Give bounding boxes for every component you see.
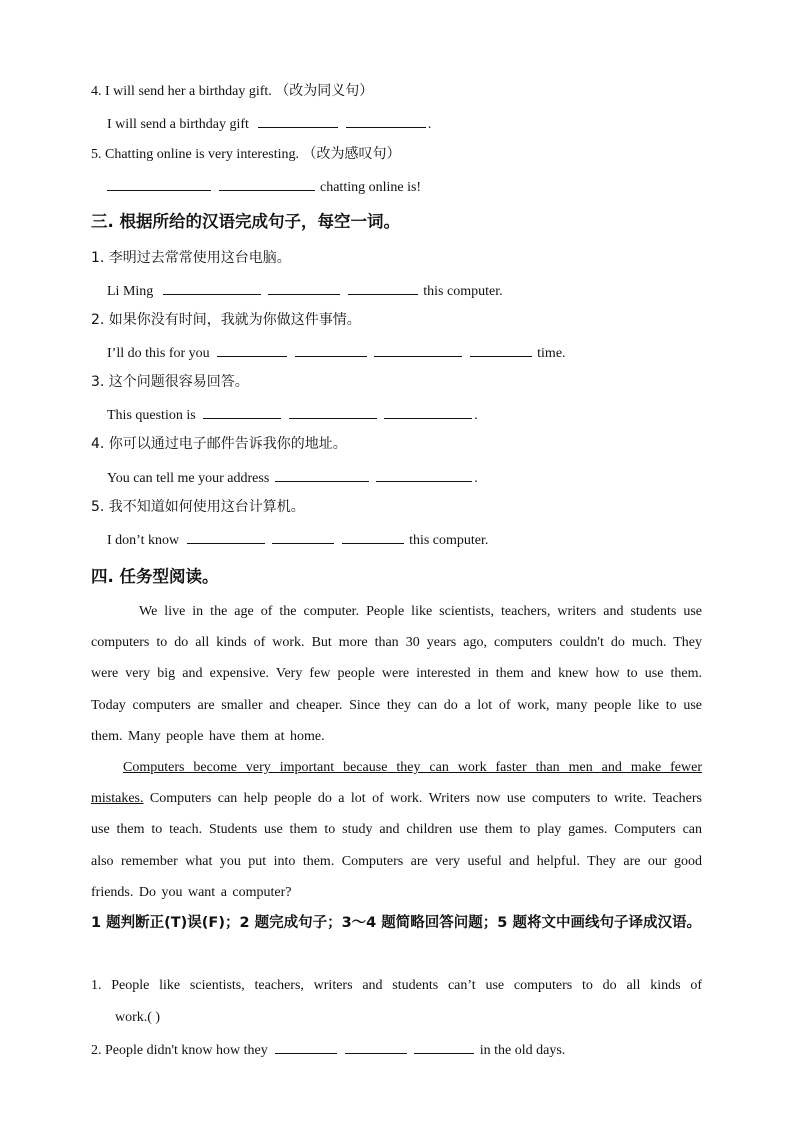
answer-suffix: chatting online is! bbox=[320, 180, 422, 195]
answer-blank[interactable] bbox=[107, 176, 211, 191]
part3-item-5-english bbox=[107, 529, 488, 551]
item-suffix: time. bbox=[537, 346, 566, 361]
part3-item-1-chinese: 1. 李明过去常常使用这台电脑。 bbox=[91, 250, 291, 266]
answer-blank[interactable] bbox=[163, 280, 261, 295]
answer-blank[interactable] bbox=[187, 529, 265, 544]
part3-item-2-english bbox=[107, 342, 566, 364]
question-2-prefix: 2. People didn't know how they bbox=[91, 1043, 268, 1058]
answer-blank[interactable] bbox=[275, 467, 369, 482]
answer-blank[interactable] bbox=[268, 280, 340, 295]
answer-blank[interactable] bbox=[289, 404, 377, 419]
answer-blank[interactable] bbox=[275, 1039, 337, 1054]
question-4-note: （改为同义句） bbox=[275, 83, 374, 99]
part3-item-4-english bbox=[107, 467, 478, 489]
part3-item-4-chinese: 4. 你可以通过电子邮件告诉我你的地址。 bbox=[91, 436, 347, 452]
answer-blank[interactable] bbox=[345, 1039, 407, 1054]
answer-blank[interactable] bbox=[219, 176, 315, 191]
item-suffix: this computer. bbox=[423, 284, 503, 299]
question-4-answer bbox=[107, 113, 431, 135]
answer-blank[interactable] bbox=[376, 467, 472, 482]
question-5-answer bbox=[105, 176, 421, 198]
question-2-suffix: in the old days. bbox=[479, 1043, 566, 1058]
part3-item-2-chinese: 2. 如果你没有时间，我就为你做这件事情。 bbox=[91, 312, 361, 328]
part3-item-3-chinese: 3. 这个问题很容易回答。 bbox=[91, 374, 249, 390]
part3-item-1-english bbox=[107, 280, 503, 302]
item-prefix: This question is bbox=[107, 408, 196, 423]
answer-end: . bbox=[427, 117, 432, 132]
answer-blank[interactable] bbox=[203, 404, 281, 419]
answer-blank[interactable] bbox=[470, 342, 532, 357]
section-4-heading: 四. 任务型阅读。 bbox=[91, 567, 219, 586]
answer-blank[interactable] bbox=[384, 404, 472, 419]
answer-blank[interactable] bbox=[414, 1039, 474, 1054]
item-prefix: Li Ming bbox=[107, 284, 154, 299]
answer-blank[interactable] bbox=[342, 529, 404, 544]
question-5-text: 5. Chatting online is very interesting. bbox=[91, 147, 300, 162]
item-suffix: . bbox=[474, 471, 478, 486]
part3-item-3-english bbox=[107, 404, 478, 426]
answer-prefix: I will send a birthday gift bbox=[107, 117, 249, 132]
task-question-1-line-1: 1. People like scientists, teachers, writers and students can’t use computers to do all kinds of bbox=[91, 978, 702, 993]
answer-blank[interactable] bbox=[258, 113, 338, 128]
item-suffix: this computer. bbox=[409, 533, 489, 548]
underlined-sentence: Computers become very important because they can work faster than men and make fewer mistakes. bbox=[91, 760, 702, 807]
answer-blank[interactable] bbox=[217, 342, 287, 357]
answer-blank[interactable] bbox=[346, 113, 426, 128]
answer-blank[interactable] bbox=[272, 529, 334, 544]
question-4 bbox=[91, 81, 373, 102]
reading-paragraph-2 bbox=[91, 752, 702, 908]
answer-blank[interactable] bbox=[348, 280, 418, 295]
answer-blank[interactable] bbox=[374, 342, 462, 357]
reading-paragraph-1: We live in the age of the computer. People like scientists, teachers, writers and students use computers to do all kinds of work. But more than 30 years ago, computers couldn't do much. They were very big and expensive. Very few people were interested in them and knew how to use them. Today computers are smaller and cheaper. Since they can do a lot of work, many people like to use them. Many people have them at home. bbox=[91, 604, 702, 744]
answer-blank[interactable] bbox=[295, 342, 367, 357]
section-3-heading: 三. 根据所给的汉语完成句子，每空一词。 bbox=[91, 212, 401, 231]
paragraph-2-rest: Computers can help people do a lot of work. Writers now use computers to write. Teachers use them to teach. Students use them to study and children use them to play games. Computers can also remember what you put into them. Computers are very useful and helpful. They are our good friends. Do you want a computer? bbox=[91, 791, 702, 900]
part3-item-5-chinese: 5. 我不知道如何使用这台计算机。 bbox=[91, 499, 305, 515]
task-question-1-line-2: work.( ) bbox=[115, 1010, 161, 1025]
question-5 bbox=[91, 144, 401, 165]
item-suffix: . bbox=[474, 408, 478, 423]
question-4-text: 4. I will send her a birthday gift. bbox=[91, 84, 272, 99]
question-5-note: （改为感叹句） bbox=[302, 146, 401, 162]
item-prefix: I’ll do this for you bbox=[107, 346, 210, 361]
task-instructions: 1 题判断正(T)误(F)；2 题完成句子；3～4 题简略回答问题；5 题将文中画线句子译成汉语。 bbox=[91, 915, 701, 931]
item-prefix: I don’t know bbox=[107, 533, 180, 548]
item-prefix: You can tell me your address bbox=[107, 471, 270, 486]
task-question-2 bbox=[91, 1039, 565, 1061]
